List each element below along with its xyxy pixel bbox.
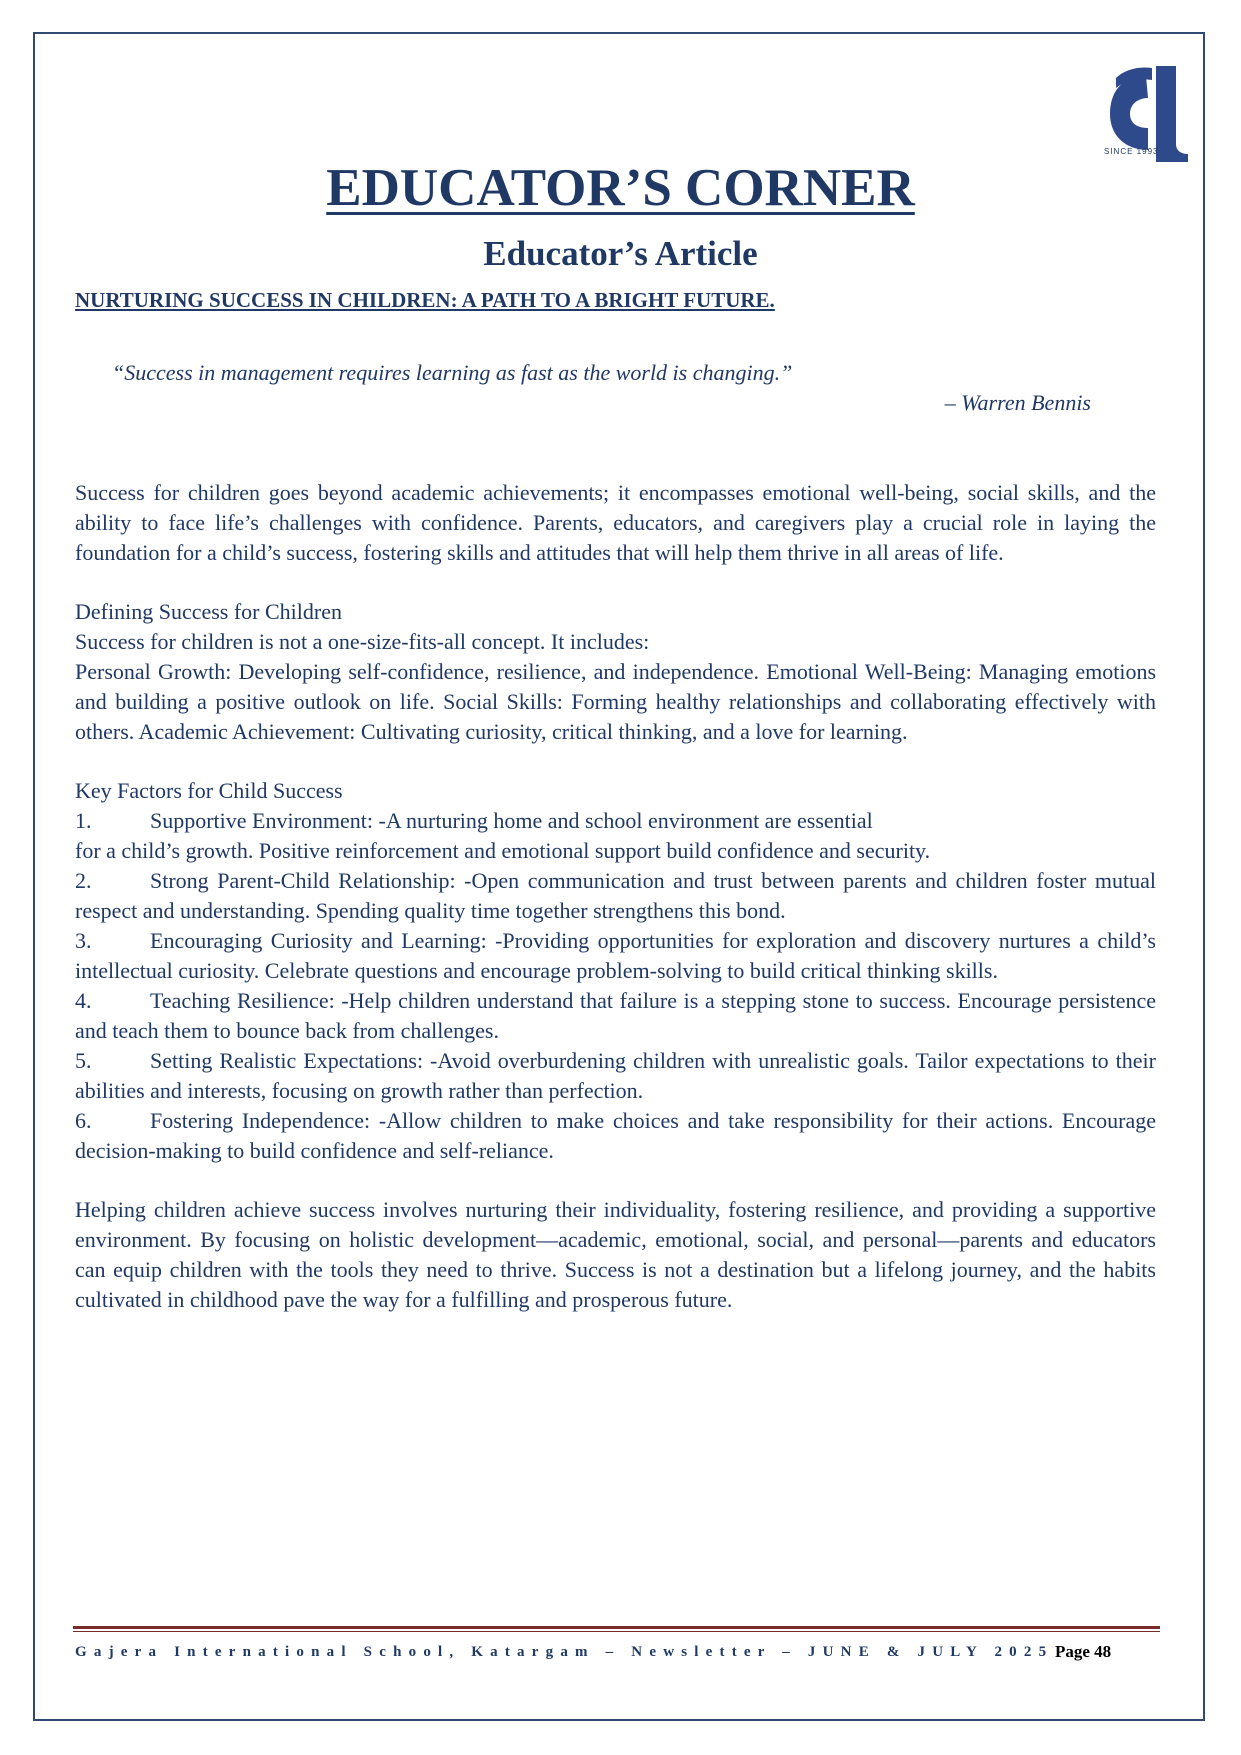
footer-divider-thin — [73, 1631, 1160, 1632]
list-item: 1. Supportive Environment: -A nurturing home and school environment are essential — [75, 808, 873, 833]
footer-text: Gajera International School, Katargam – Newsletter – JUNE & JULY 2025 — [75, 1644, 1054, 1660]
page-subtitle: Educator’s Article — [483, 234, 758, 273]
quote-author: – Warren Bennis — [944, 390, 1091, 415]
list-item: 5. Setting Realistic Expectations: -Avoid overburdening children with unrealistic goals. Tailor expectations to their abilities and interests, focusing on growth rather than perfection. — [75, 1048, 1156, 1103]
list-item: 3. Encouraging Curiosity and Learning: -Providing opportunities for exploration and discovery nurtures a child’s intellectual curiosity. Celebrate questions and encourage problem-solving to build critical thinking skills. — [75, 928, 1156, 983]
article-body — [75, 478, 1156, 1315]
intro-paragraph: Success for children goes beyond academic achievements; it encompasses emotional well-being, social skills, and the ability to face life’s challenges with confidence. Parents, educators, and caregivers play a crucial role in laying the foundation for a child’s success, fostering skills and attitudes that will help them thrive in all areas of life. — [75, 480, 1156, 565]
list-item: 6. Fostering Independence: -Allow children to make choices and take responsibility for their actions. Encourage decision-making to build confidence and self-reliance. — [75, 1108, 1156, 1163]
section-heading-defining: Defining Success for Children — [75, 599, 342, 624]
section-heading-key-factors: Key Factors for Child Success — [75, 778, 343, 803]
defining-lead: Success for children is not a one-size-fits-all concept. It includes: — [75, 629, 650, 654]
footer-divider — [73, 1626, 1160, 1629]
list-item: 2. Strong Parent-Child Relationship: -Open communication and trust between parents and children foster mutual respect and understanding. Spending quality time together strengthens this bond. — [75, 868, 1156, 923]
list-item-continuation: for a child’s growth. Positive reinforcement and emotional support build confidence and security. — [75, 838, 931, 863]
article-heading: NURTURING SUCCESS IN CHILDREN: A PATH TO A BRIGHT FUTURE. — [75, 288, 775, 312]
page-number: Page 48 — [1055, 1642, 1112, 1661]
defining-body: Personal Growth: Developing self-confidence, resilience, and independence. Emotional Well-Being: Managing emotions and building a positive outlook on life. Social Skills: Forming healthy relationships and collaborating effectively with others. Academic Achievement: Cultivating curiosity, critical thinking, and a love for learning. — [75, 659, 1156, 744]
logo-since-text: SINCE 1993 — [1104, 147, 1159, 156]
quote-text: “Success in management requires learning as fast as the world is changing.” — [112, 360, 793, 385]
list-item: 4. Teaching Resilience: -Help children understand that failure is a stepping stone to success. Encourage persistence and teach them to bounce back from challenges. — [75, 988, 1156, 1043]
conclusion-paragraph: Helping children achieve success involves nurturing their individuality, fostering resilience, and providing a supportive environment. By focusing on holistic development—academic, emotional, social, and personal—parents and educators can equip children with the tools they need to thrive. Success is not a destination but a lifelong journey, and the habits cultivated in childhood pave the way for a fulfilling and prosperous future. — [75, 1197, 1156, 1312]
page-title: EDUCATOR’S CORNER — [326, 159, 915, 217]
